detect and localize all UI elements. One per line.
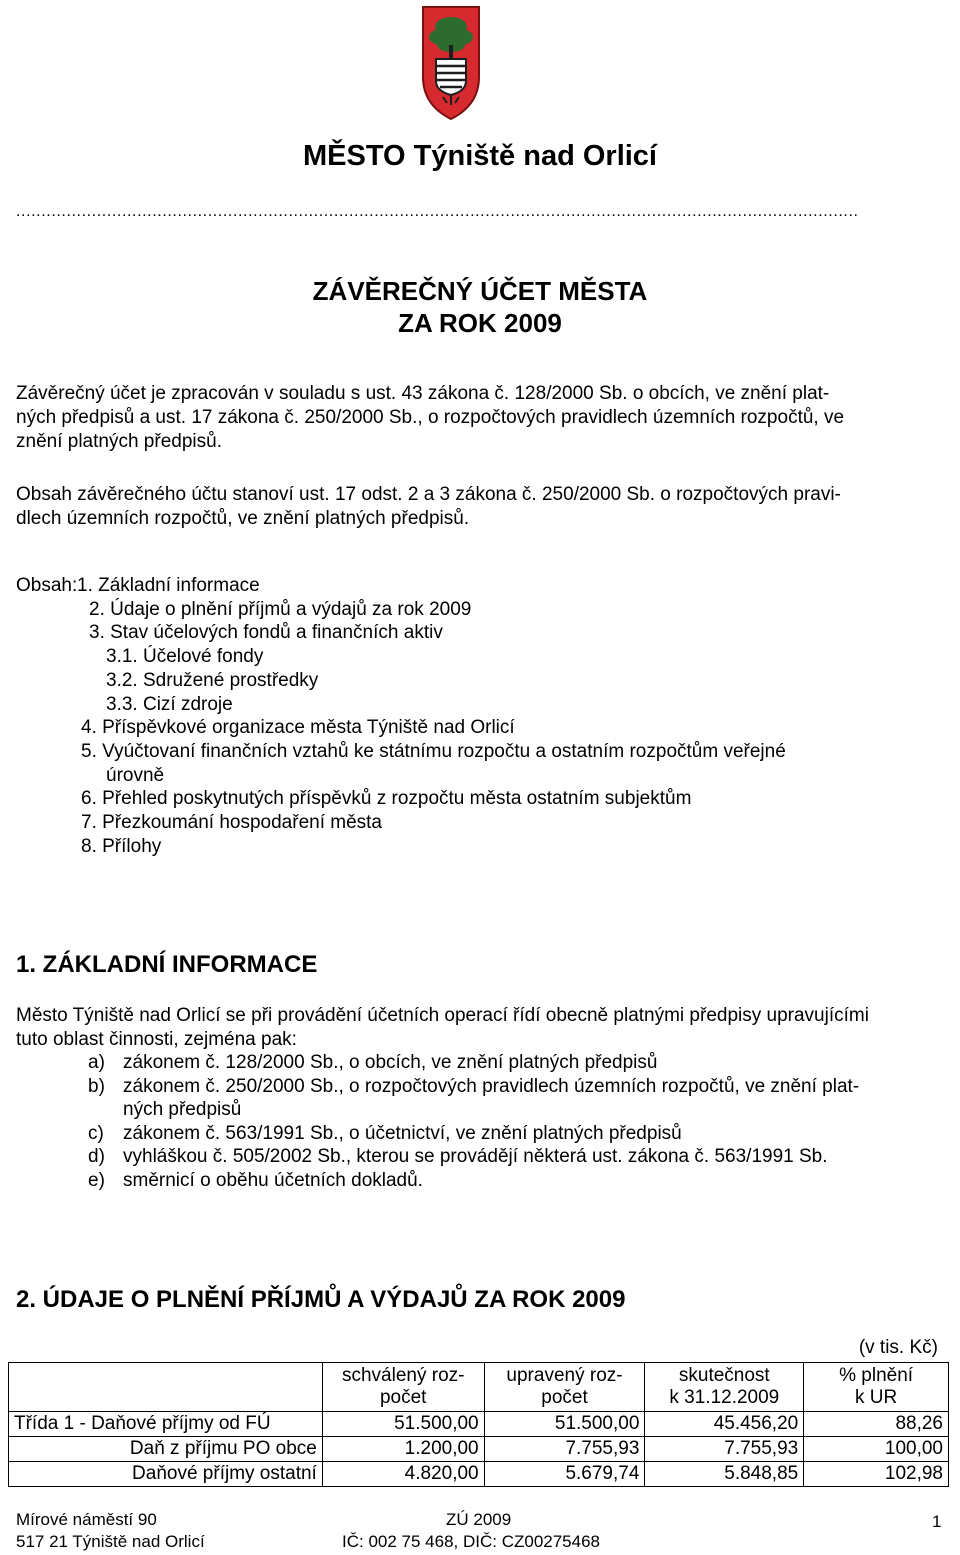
text-line: znění platných předpisů.: [16, 431, 222, 452]
toc-item: 3.2. Sdružené prostředky: [106, 669, 319, 691]
list-text: zákonem č. 250/2000 Sb., o rozpočtových pravidlech územních rozpočtů, ve znění plat-: [123, 1075, 860, 1097]
list-item: [16, 1075, 946, 1099]
toc-list: [77, 574, 786, 858]
toc-item: 4. Příspěvkové organizace města Týniště nad Orlicí: [81, 717, 515, 739]
dotted-separator: .......................................................................................................................................................................: [16, 203, 859, 220]
toc-item: 7. Přezkoumání hospodaření města: [81, 812, 383, 834]
toc-item: úrovně: [106, 764, 165, 786]
text-line: Závěrečný účet je zpracován v souladu s ust. 43 zákona č. 128/2000 Sb. o obcích, ve znění plat-: [16, 383, 830, 404]
list-marker: d): [88, 1146, 105, 1167]
footer-address-line2: 517 21 Týniště nad Orlicí: [16, 1532, 205, 1551]
list-marker: e): [88, 1169, 105, 1191]
document-title-line2: ZA ROK 2009: [398, 308, 562, 338]
budget-table: [8, 1362, 949, 1487]
coat-of-arms-logo: [421, 5, 481, 121]
toc-item: 6. Přehled poskytnutých příspěvků z rozpočtu města ostatním subjektům: [81, 788, 692, 810]
section-1-paragraph: [16, 1004, 946, 1052]
table-cell: 4.820,00: [322, 1462, 484, 1487]
table-cell: 102,98: [804, 1462, 949, 1487]
list-text: směrnicí o oběhu účetních dokladů.: [123, 1169, 423, 1191]
table-cell: 5.848,85: [645, 1462, 804, 1487]
table-row: [9, 1462, 949, 1487]
text-line: tuto oblast činnosti, zejména pak:: [16, 1029, 297, 1050]
table-cell: Daňové příjmy ostatní: [9, 1462, 323, 1487]
list-text: ných předpisů: [123, 1099, 242, 1120]
table-cell: 7.755,93: [645, 1437, 804, 1462]
toc-item: 8. Přílohy: [81, 835, 162, 857]
toc-item: 3. Stav účelových fondů a finančních aktiv: [89, 622, 443, 644]
list-text: zákonem č. 563/1991 Sb., o účetnictví, ve znění platných předpisů: [123, 1122, 682, 1144]
document-title-line1: ZÁVĚREČNÝ ÚČET MĚSTA: [312, 276, 648, 306]
footer-address-line1: Mírové náměstí 90: [16, 1510, 157, 1529]
table-header-cell: schválený roz- počet: [322, 1363, 484, 1412]
section-1-heading: 1. ZÁKLADNÍ INFORMACE: [16, 951, 318, 978]
list-item: [16, 1145, 946, 1169]
table-cell: 7.755,93: [484, 1437, 645, 1462]
text-line: dlech územních rozpočtů, ve znění platných předpisů.: [16, 508, 470, 529]
toc-item: 5. Vyúčtovaní finančních vztahů ke státnímu rozpočtu a ostatním rozpočtům veřejné: [81, 740, 786, 762]
toc-item: 3.1. Účelové fondy: [106, 646, 264, 668]
table-header-cell: skutečnost k 31.12.2009: [645, 1363, 804, 1412]
table-cell: Třída 1 - Daňové příjmy od FÚ: [9, 1412, 323, 1437]
toc-item: 2. Údaje o plnění příjmů a výdajů za rok 2009: [89, 598, 472, 620]
list-item: [16, 1122, 946, 1146]
intro-paragraph-1: [16, 382, 946, 454]
intro-paragraph-2: [16, 483, 946, 531]
text-line: Obsah závěrečného účtu stanoví ust. 17 odst. 2 a 3 zákona č. 250/2000 Sb. o rozpočtových pravi-: [16, 484, 841, 505]
list-text: vyhláškou č. 505/2002 Sb., kterou se provádějí některá ust. zákona č. 563/1991 Sb.: [123, 1146, 828, 1167]
table-header-cell: upravený roz- počet: [484, 1363, 645, 1412]
section-2-heading: 2. ÚDAJE O PLNĚNÍ PŘÍJMŮ A VÝDAJŮ ZA ROK 2009: [16, 1286, 626, 1313]
table-cell: 51.500,00: [322, 1412, 484, 1437]
list-text: zákonem č. 128/2000 Sb., o obcích, ve znění platných předpisů: [123, 1052, 658, 1073]
list-item: [16, 1098, 946, 1122]
footer-doc-code: ZÚ 2009: [446, 1510, 512, 1529]
table-cell: Daň z příjmu PO obce: [9, 1437, 323, 1462]
page-number: 1: [932, 1512, 942, 1531]
table-cell: 1.200,00: [322, 1437, 484, 1462]
table-cell: 45.456,20: [645, 1412, 804, 1437]
table-cell: 5.679,74: [484, 1462, 645, 1487]
list-item: [16, 1169, 946, 1193]
table-cell: 88,26: [804, 1412, 949, 1437]
toc-item: 3.3. Cizí zdroje: [106, 693, 233, 715]
text-line: ných předpisů a ust. 17 zákona č. 250/2000 Sb., o rozpočtových pravidlech územních rozpočtů, ve: [16, 407, 845, 428]
toc-item: 1. Základní informace: [77, 575, 260, 596]
table-cell: 51.500,00: [484, 1412, 645, 1437]
table-header-cell: [9, 1363, 323, 1412]
list-marker: c): [88, 1122, 104, 1144]
unit-label: (v tis. Kč): [858, 1337, 938, 1358]
table-row: [9, 1437, 949, 1462]
text-line: Město Týniště nad Orlicí se při provádění účetních operací řídí obecně platnými předpisy upravujícími: [16, 1005, 869, 1026]
table-cell: 100,00: [804, 1437, 949, 1462]
list-marker: b): [88, 1075, 105, 1097]
toc-label: Obsah:: [16, 575, 78, 596]
table-header-row: [9, 1363, 949, 1412]
table-header-cell: % plnění k UR: [804, 1363, 949, 1412]
city-title: MĚSTO Týniště nad Orlicí: [303, 140, 657, 172]
table-row: [9, 1412, 949, 1437]
list-item: [16, 1051, 946, 1075]
legislation-list: [16, 1051, 946, 1192]
footer-company-ids: IČ: 002 75 468, DIČ: CZ00275468: [342, 1532, 600, 1551]
list-marker: a): [88, 1052, 105, 1073]
